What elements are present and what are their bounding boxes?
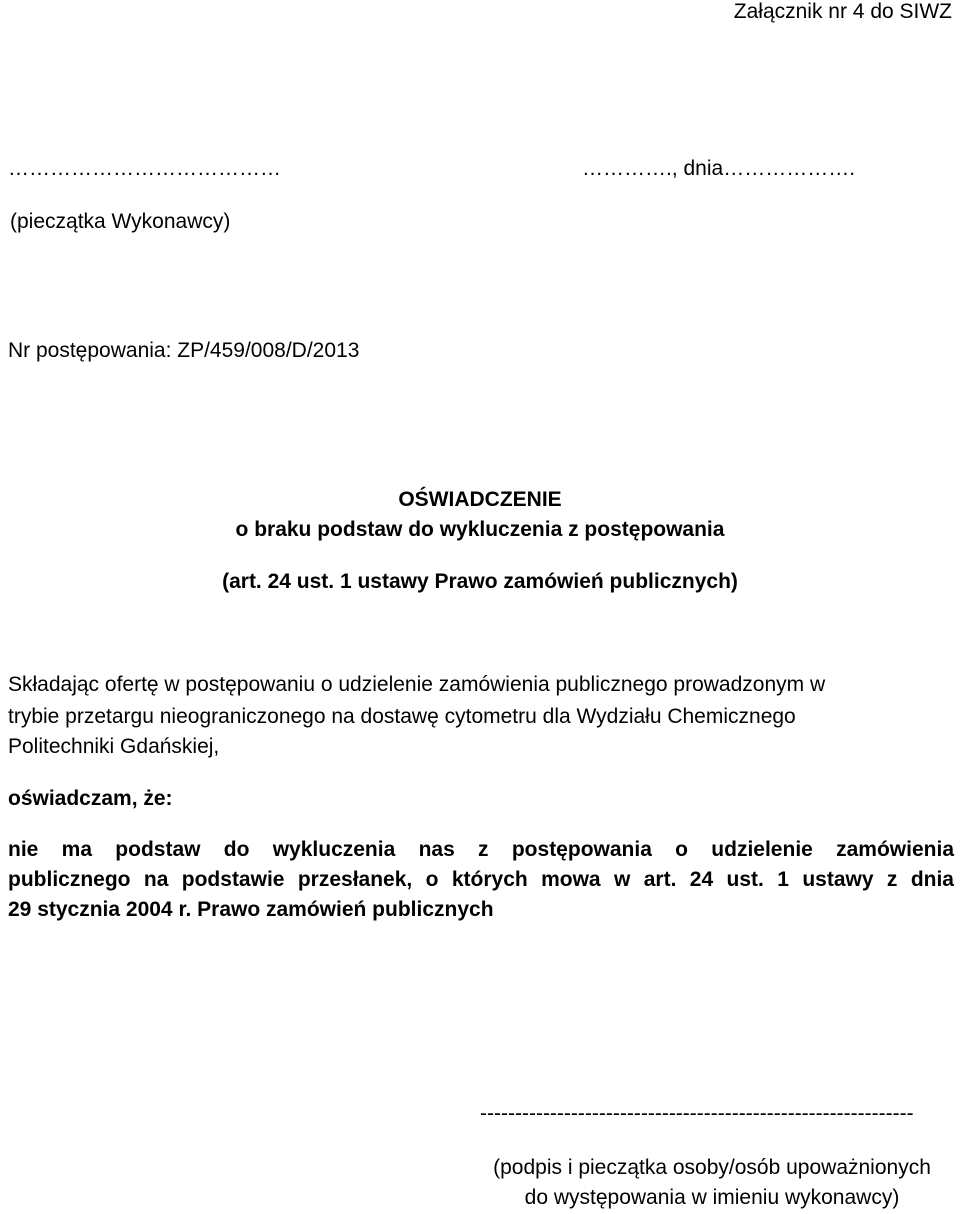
statement-line: publicznego na podstawie przesłanek, o których mowa w art. 24 ust. 1 ustawy z dnia [8, 868, 954, 891]
signature-caption: do występowania w imieniu wykonawcy) [524, 1186, 900, 1209]
date-line: …………., dnia………………. [582, 157, 856, 180]
contractor-dots-line: ………………………………… [8, 157, 281, 180]
statement-line: 29 stycznia 2004 r. Prawo zamówień publicznych [8, 898, 494, 921]
signature-caption: (podpis i pieczątka osoby/osób upoważnionych [493, 1156, 931, 1179]
legal-basis: (art. 24 ust. 1 ustawy Prawo zamówień publicznych) [222, 570, 738, 593]
document-title: OŚWIADCZENIE [398, 488, 562, 511]
intro-line: Składając ofertę w postępowaniu o udzielenie zamówienia publicznego prowadzonym w [8, 673, 826, 696]
declaration-label: oświadczam, że: [8, 787, 173, 810]
intro-line: Politechniki Gdańskiej, [8, 735, 220, 758]
intro-line: trybie przetargu nieograniczonego na dostawę cytometru dla Wydziału Chemicznego [8, 705, 796, 728]
signature-line: -------------------------------------------------------------- [480, 1102, 914, 1125]
document-subtitle: o braku podstaw do wykluczenia z postępowania [235, 518, 725, 541]
contractor-stamp-label: (pieczątka Wykonawcy) [10, 210, 231, 233]
case-number: Nr postępowania: ZP/459/008/D/2013 [8, 339, 360, 362]
attachment-note: Załącznik nr 4 do SIWZ [733, 0, 952, 23]
statement-line: nie ma podstaw do wykluczenia nas z postępowania o udzielenie zamówienia [8, 838, 954, 861]
